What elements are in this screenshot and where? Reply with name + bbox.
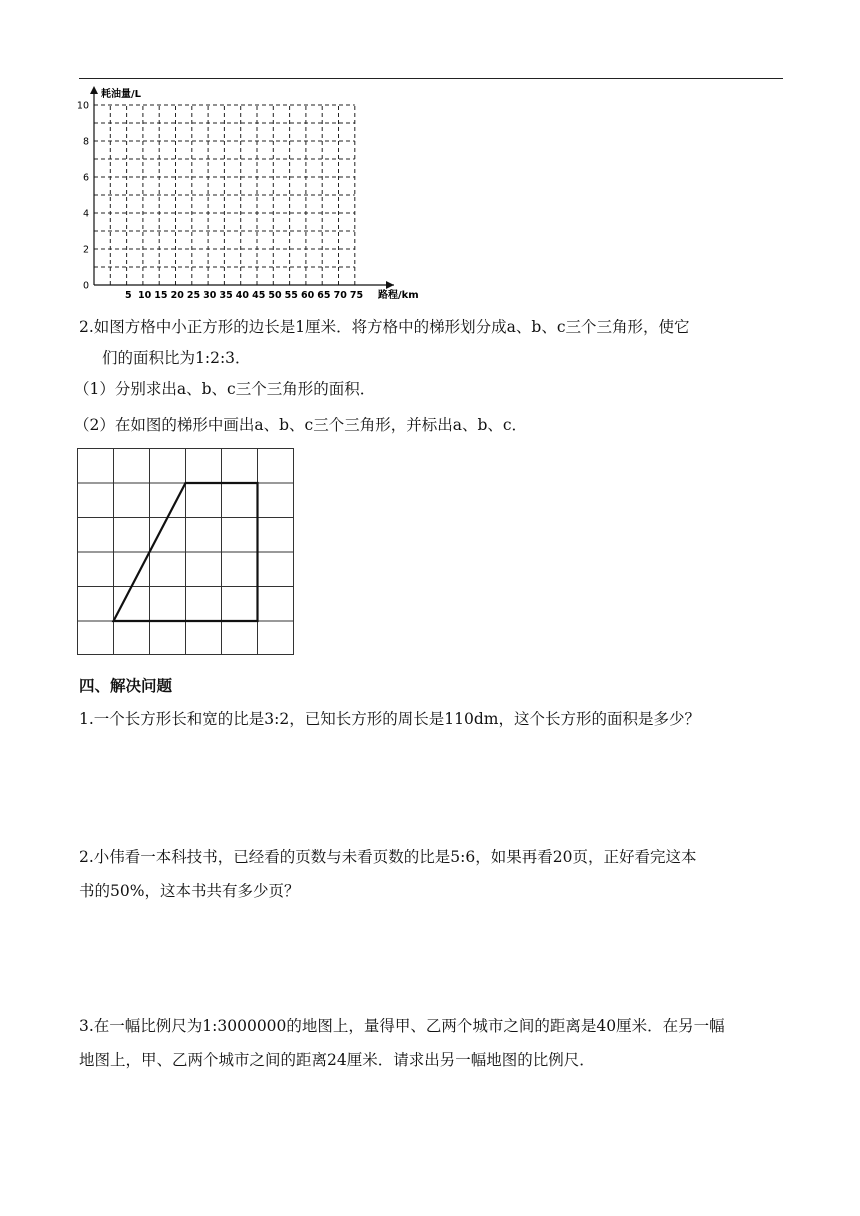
problem-3-line2: 地图上，甲、乙两个城市之间的距离24厘米．请求出另一幅地图的比例尺． <box>79 1051 595 1069</box>
y-tick-labels <box>77 101 89 292</box>
x-tick-label: 65 <box>317 290 331 301</box>
problem-2-line2: 书的50%，这本书共有多少页？ <box>79 882 300 900</box>
header-rule <box>79 78 783 79</box>
y-tick-label: 6 <box>82 172 89 184</box>
y-axis-label: 耗油量/L <box>101 89 142 100</box>
question-2-line2: 们的面积比为1:2:3． <box>102 349 251 367</box>
x-axis-arrow <box>386 281 394 289</box>
y-tick-label: 2 <box>82 244 89 256</box>
x-tick-label: 35 <box>219 290 233 301</box>
x-tick-label: 20 <box>170 290 184 301</box>
x-tick-labels <box>125 290 363 301</box>
square-grid <box>77 448 294 655</box>
trapezoid-grid-figure <box>77 448 295 656</box>
y-tick-label: 10 <box>76 100 89 112</box>
x-axis-label: 路程/km <box>378 290 419 301</box>
x-tick-label: 10 <box>137 290 152 301</box>
x-tick-label: 25 <box>186 290 201 301</box>
section-title: 四、解决问题 <box>79 677 173 695</box>
x-tick-label: 15 <box>154 290 168 301</box>
problem-3-line1: 3.在一幅比例尺为1:3000000的地图上，量得甲、乙两个城市之间的距离是40厘米．在另一幅 <box>79 1017 725 1035</box>
fuel-consumption-chart <box>70 84 430 306</box>
x-tick-label: 30 <box>203 290 217 301</box>
x-tick-label: 45 <box>252 290 266 301</box>
x-tick-label: 75 <box>349 290 364 301</box>
chart-axes <box>90 86 394 289</box>
x-tick-label: 70 <box>333 290 347 301</box>
x-tick-label: 60 <box>300 290 315 301</box>
x-tick-label: 55 <box>284 290 298 301</box>
x-tick-label: 40 <box>235 290 250 301</box>
y-tick-label: 8 <box>82 136 89 148</box>
chart-grid <box>94 105 355 285</box>
x-tick-label: 50 <box>268 290 282 301</box>
x-tick-label: 5 <box>124 290 132 301</box>
problem-2-line1: 2.小伟看一本科技书，已经看的页数与未看页数的比是5:6，如果再看20页，正好看完这本 <box>79 848 697 866</box>
question-2-line1: 2.如图方格中小正方形的边长是1厘米．将方格中的梯形划分成a、b、c三个三角形，使它 <box>79 318 690 336</box>
problem-1: 1.一个长方形长和宽的比是3:2，已知长方形的周长是110dm，这个长方形的面积是多少？ <box>79 710 700 728</box>
y-tick-label: 4 <box>82 208 89 220</box>
question-2-part2: （2）在如图的梯形中画出a、b、c三个三角形，并标出a、b、c． <box>74 416 528 434</box>
y-tick-label: 0 <box>82 280 89 292</box>
question-2-part1: （1）分别求出a、b、c三个三角形的面积． <box>74 380 376 398</box>
y-axis-arrow <box>90 86 98 94</box>
